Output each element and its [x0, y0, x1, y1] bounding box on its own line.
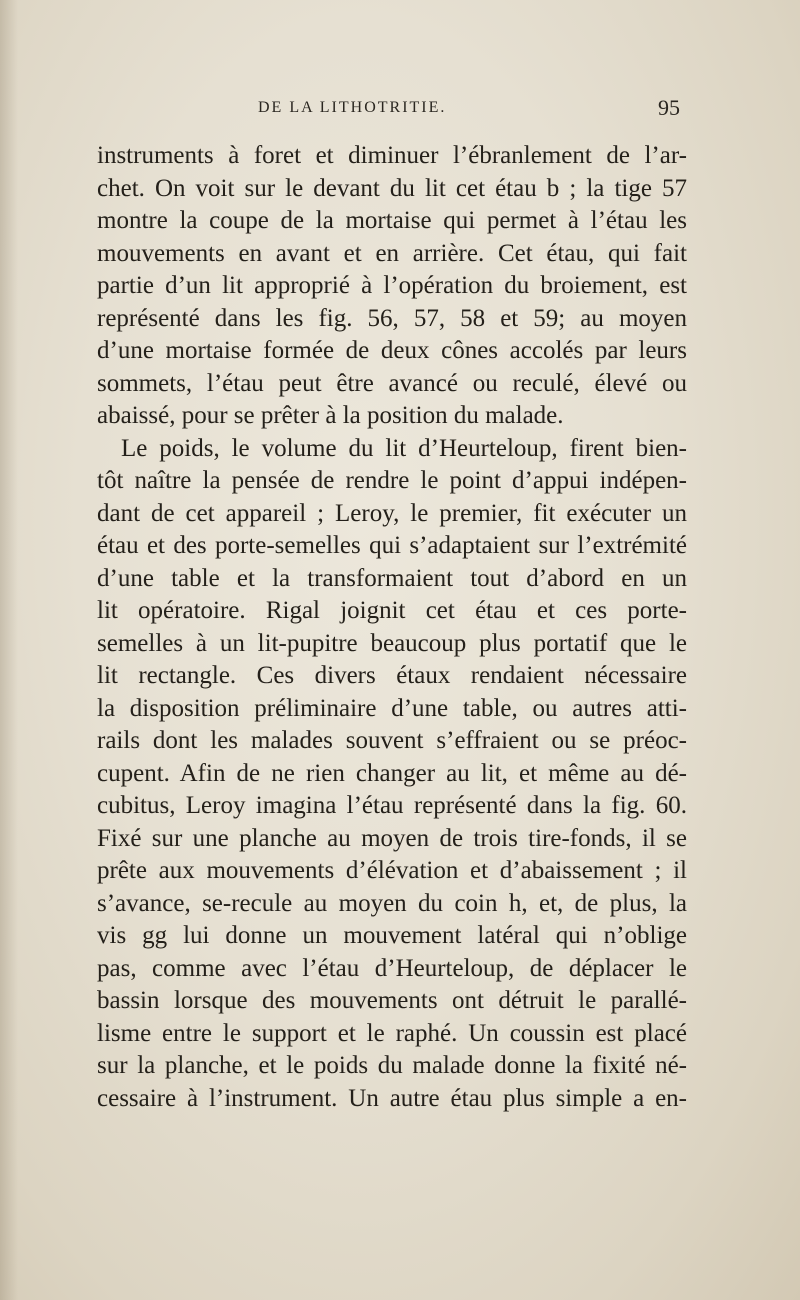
text-line: rails dont les malades souvent s’effraient ou se préoc- [97, 727, 687, 754]
text-line: dant de cet appareil ; Leroy, le premier, fit exécuter un [97, 499, 687, 527]
text-line: prête aux mouvements d’élévation et d’abaissement ; il [97, 857, 687, 884]
text-line: semelles à un lit-pupitre beaucoup plus portatif que le [97, 629, 687, 657]
text-line: sommets, l’étau peut être avancé ou reculé, élevé ou [97, 369, 687, 397]
running-head [98, 95, 680, 125]
text-line: étau et des porte-semelles qui s’adaptaient sur l’extrémité [97, 532, 687, 559]
text-line: représenté dans les fig. 56, 57, 58 et 59; au moyen [97, 304, 687, 332]
text-line: cessaire à l’instrument. Un autre étau plus simple a en- [97, 1084, 687, 1112]
text-line: vis gg lui donne un mouvement latéral qui n’oblige [97, 922, 687, 949]
text-line: Le poids, le volume du lit d’Heurteloup, firent bien- [121, 434, 687, 462]
text-line: bassin lorsque des mouvements ont détruit le parallé- [97, 987, 687, 1014]
text-line: chet. On voit sur le devant du lit cet étau b ; la tige 57 [97, 174, 687, 202]
text-line: lit rectangle. Ces divers étaux rendaient nécessaire [97, 662, 687, 689]
text-line: Fixé sur une planche au moyen de trois tire-fonds, il se [97, 824, 687, 852]
running-head-title: DE LA LITHOTRITIE. [258, 99, 447, 116]
text-line: lisme entre le support et le raphé. Un coussin est placé [97, 1019, 687, 1047]
page-number: 95 [658, 95, 680, 120]
text-line: pas, comme avec l’étau d’Heurteloup, de déplacer le [97, 954, 687, 982]
text-line: sur la planche, et le poids du malade donne la fixité né- [97, 1052, 687, 1079]
page-fold-shadow [0, 0, 18, 1300]
text-line: montre la coupe de la mortaise qui permet à l’étau les [97, 207, 687, 234]
text-line: partie d’un lit approprié à l’opération du broiement, est [97, 272, 687, 299]
text-line: la disposition préliminaire d’une table, ou autres atti- [97, 694, 687, 722]
text-line: instruments à foret et diminuer l’ébranlement de l’ar- [97, 142, 687, 169]
text-line: cupent. Afin de ne rien changer au lit, et même au dé- [97, 759, 687, 787]
body-text [97, 140, 687, 1115]
text-line: abaissé, pour se prêter à la position du malade. [97, 402, 564, 429]
text-line: cubitus, Leroy imagina l’étau représenté dans la fig. 60. [97, 792, 687, 819]
text-line: mouvements en avant et en arrière. Cet étau, qui fait [97, 239, 687, 267]
text-line: d’une table et la transformaient tout d’abord en un [97, 564, 687, 592]
text-line: s’avance, se-recule au moyen du coin h, et, de plus, la [97, 889, 687, 917]
text-line: d’une mortaise formée de deux cônes accolés par leurs [97, 337, 687, 364]
text-line: tôt naître la pensée de rendre le point d’appui indépen- [97, 467, 687, 494]
text-line: lit opératoire. Rigal joignit cet étau et ces porte- [97, 597, 687, 624]
